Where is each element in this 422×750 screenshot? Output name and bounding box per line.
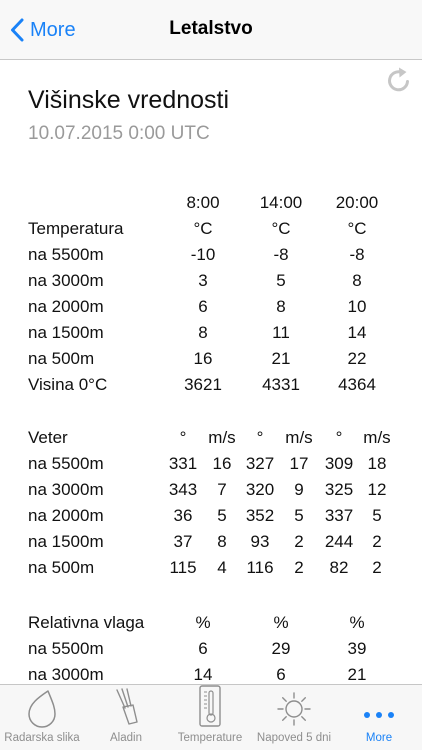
table-row (0, 295, 422, 321)
humidity-section-header (0, 611, 422, 637)
tab-napoved-5-dni[interactable] (252, 685, 336, 750)
cell-value: 16 (193, 349, 213, 368)
cell-value: 2 (372, 532, 382, 551)
tab-more[interactable] (336, 685, 422, 750)
table-row (0, 637, 422, 663)
cell-value: 3 (198, 271, 208, 290)
row-label: na 3000m (28, 271, 104, 290)
cell-value: 2 (294, 532, 304, 551)
cell-value: 39 (347, 639, 367, 658)
tab-aladin[interactable] (84, 685, 168, 750)
wind-section-header (0, 426, 422, 452)
time-header-row (0, 191, 422, 217)
unit-label: °C (193, 219, 213, 238)
cell-value: 343 (168, 480, 198, 499)
row-label: na 1500m (28, 532, 104, 551)
cell-value: 18 (367, 454, 387, 473)
row-label: na 3000m (28, 665, 104, 684)
table-row (0, 478, 422, 504)
tab-label: Napoved 5 dni (256, 732, 332, 744)
cell-value: 22 (347, 349, 367, 368)
cell-value: 352 (245, 506, 275, 525)
refresh-icon[interactable] (385, 66, 413, 94)
back-label: More (30, 18, 76, 41)
data-scroll-area[interactable] (0, 150, 422, 684)
cell-value: 6 (276, 665, 286, 684)
unit-label: m/s (363, 428, 391, 447)
cell-value: 6 (198, 639, 208, 658)
cell-value: 337 (324, 506, 354, 525)
unit-label: m/s (208, 428, 236, 447)
cell-value: 37 (173, 532, 193, 551)
row-label: na 2000m (28, 297, 104, 316)
cell-value: 17 (289, 454, 309, 473)
table-row (0, 452, 422, 478)
forecast-timestamp: 10.07.2015 0:00 UTC (28, 123, 210, 144)
cell-value: 16 (212, 454, 232, 473)
cell-value: 14 (347, 323, 367, 342)
cell-value: 5 (372, 506, 382, 525)
cell-value: 331 (168, 454, 198, 473)
cell-value: 12 (367, 480, 387, 499)
cell-value: 116 (246, 558, 274, 577)
cell-value: 9 (294, 480, 304, 499)
cell-value: -8 (273, 245, 289, 264)
cell-value: 4331 (262, 375, 300, 394)
cell-value: 309 (324, 454, 354, 473)
cell-value: 10 (347, 297, 367, 316)
cell-value: 82 (329, 558, 349, 577)
cell-value: 8 (217, 532, 227, 551)
section-label: Relativna vlaga (28, 613, 145, 632)
tab-radarska-slika[interactable] (0, 685, 84, 750)
cell-value: 325 (324, 480, 354, 499)
table-row (0, 347, 422, 373)
unit-label: ° (256, 428, 264, 447)
row-label: na 5500m (28, 245, 104, 264)
unit-label: ° (179, 428, 187, 447)
cell-value: 5 (294, 506, 304, 525)
cell-value: 21 (271, 349, 291, 368)
cell-value: 4364 (338, 375, 376, 394)
row-label: na 500m (28, 349, 95, 368)
cell-value: -10 (190, 245, 216, 264)
table-row (0, 556, 422, 582)
unit-label: ° (335, 428, 343, 447)
cell-value: 2 (372, 558, 382, 577)
cell-value: 8 (276, 297, 286, 316)
cell-value: 6 (198, 297, 208, 316)
unit-label: °C (271, 219, 291, 238)
unit-label: m/s (285, 428, 313, 447)
nav-title: Letalstvo (169, 18, 253, 39)
cell-value: 115 (169, 558, 197, 577)
cell-value: 8 (198, 323, 208, 342)
section-label: Temperatura (28, 219, 124, 238)
tab-label: More (365, 732, 393, 744)
table-row (0, 321, 422, 347)
row-label: na 2000m (28, 506, 104, 525)
cell-value: 5 (217, 506, 227, 525)
table-row (0, 373, 422, 399)
unit-label: °C (347, 219, 367, 238)
tab-label: Radarska slika (4, 732, 80, 744)
navigation-bar (0, 0, 422, 60)
more-dots-icon (362, 703, 396, 727)
cell-value: 4 (217, 558, 227, 577)
page-heading: Višinske vrednosti (28, 86, 230, 114)
temperature-section-header (0, 217, 422, 243)
sun-icon (276, 691, 312, 727)
cell-value: 36 (173, 506, 193, 525)
unit-label: % (195, 613, 211, 632)
cell-value: 21 (347, 665, 367, 684)
cell-value: 11 (272, 323, 290, 342)
row-label: na 1500m (28, 323, 104, 342)
tab-label: Aladin (110, 732, 142, 744)
cell-value: 5 (276, 271, 286, 290)
brush-icon (111, 687, 141, 727)
cell-value: 14 (193, 665, 213, 684)
cell-value: 327 (245, 454, 275, 473)
cell-value: 3621 (184, 375, 222, 394)
row-label: Visina 0°C (28, 375, 108, 394)
cell-value: 8 (352, 271, 362, 290)
section-label: Veter (28, 428, 68, 447)
drop-icon (27, 689, 57, 727)
row-label: na 500m (28, 558, 95, 577)
time-header: 20:00 (335, 193, 379, 212)
table-row (0, 243, 422, 269)
cell-value: 2 (294, 558, 304, 577)
table-row (0, 530, 422, 556)
tab-bar (0, 684, 422, 750)
unit-label: % (273, 613, 289, 632)
row-label: na 5500m (28, 454, 104, 473)
time-header: 14:00 (259, 193, 303, 212)
cell-value: 320 (245, 480, 275, 499)
tab-temperature[interactable] (168, 685, 252, 750)
cell-value: -8 (349, 245, 365, 264)
time-header: 8:00 (186, 193, 220, 212)
table-row (0, 269, 422, 295)
unit-label: % (349, 613, 365, 632)
cell-value: 244 (324, 532, 354, 551)
row-label: na 5500m (28, 639, 104, 658)
thermometer-icon (198, 685, 222, 727)
table-row (0, 504, 422, 530)
cell-value: 93 (250, 532, 270, 551)
row-label: na 3000m (28, 480, 104, 499)
cell-value: 29 (271, 639, 291, 658)
tab-label: Temperature (177, 732, 243, 744)
cell-value: 7 (217, 480, 227, 499)
